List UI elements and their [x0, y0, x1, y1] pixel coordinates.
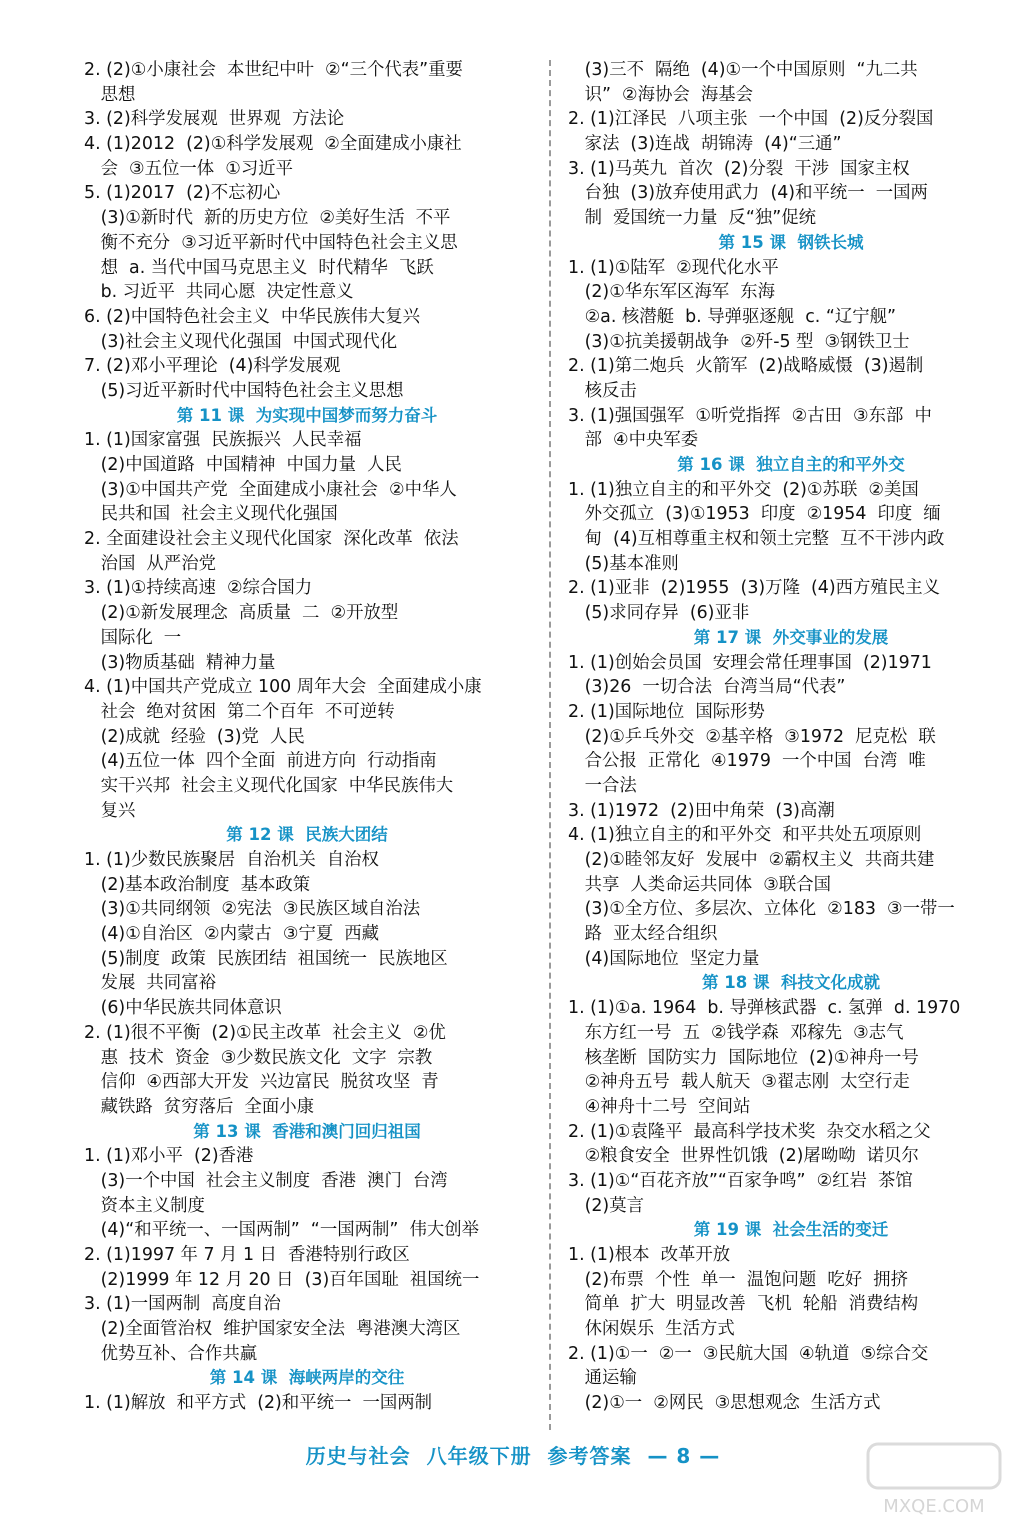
answer-line: 制 爱国统一力量 反“独”促统	[568, 208, 817, 229]
answer-line: 3. (1)1972 (2)田中角荣 (3)高潮	[568, 800, 835, 821]
answer-line: 实干兴邦 社会主义现代化国家 中华民族伟大	[84, 775, 454, 796]
answer-line: (5)习近平新时代中国特色社会主义思想	[84, 380, 404, 401]
answer-line: 东方红一号 五 ②钱学森 邓稼先 ③志气	[568, 1022, 904, 1043]
answer-line: 核反击	[568, 380, 637, 401]
answer-line: 2. 全面建设社会主义现代化国家 深化改革 依法	[84, 529, 459, 550]
answer-line: 2. (1)1997 年 7 月 1 日 香港特别行政区	[84, 1245, 410, 1265]
answer-line: 2. (1)国际地位 国际形势	[568, 701, 765, 722]
answer-line: 7. (2)邓小平理论 (4)科学发展观	[84, 356, 341, 377]
answer-line: (4)①自治区 ②内蒙古 ③宁夏 西藏	[84, 924, 380, 945]
answer-line: (2)①新发展理念 高质量 二 ②开放型	[84, 603, 399, 624]
answer-line: (2)中国道路 中国精神 中国力量 人民	[84, 455, 402, 475]
answer-line: (2)基本政治制度 基本政策	[84, 874, 311, 895]
watermark-text: MXQE.COM	[883, 1496, 985, 1517]
lesson-heading: 第 12 课 民族大团结	[226, 825, 388, 845]
answer-line: 甸 (4)互相尊重主权和领土完整 互不干涉内政	[568, 529, 945, 550]
answer-line: (4)“和平统一、一国两制” “一国两制” 伟大创举	[84, 1220, 480, 1241]
answer-line: 共享 人类命运共同体 ③联合国	[568, 874, 831, 895]
answer-line: 休闲娱乐 生活方式	[568, 1319, 735, 1340]
answer-line: (6)中华民族共同体意识	[84, 998, 282, 1019]
right-column	[568, 58, 1014, 1416]
answer-line: 想 a. 当代中国马克思主义 时代精华 飞跃	[84, 257, 434, 278]
answer-line: (3)①全方位、多层次、立体化 ②183 ③一带一	[568, 899, 955, 920]
answer-line: 核垄断 国防实力 国际地位 (2)①神舟一号	[568, 1047, 919, 1068]
answer-line: 衡不充分 ③习近平新时代中国特色社会主义思	[84, 232, 458, 253]
answer-line: 1. (1)①a. 1964 b. 导弹核武器 c. 氢弹 d. 1970	[568, 998, 961, 1019]
answer-line: (3)三不 隔绝 (4)①一个中国原则 “九二共	[568, 60, 918, 80]
answer-line: 发展 共同富裕	[84, 973, 216, 994]
answer-line: 2. (1)①一 ②一 ③民航大国 ④轨道 ⑤综合交	[568, 1343, 929, 1364]
left-column	[84, 58, 530, 1416]
answer-line: 4. (1)独立自主的和平外交 和平共处五项原则	[568, 825, 922, 846]
answer-line: (3)一个中国 社会主义制度 香港 澳门 台湾	[84, 1170, 448, 1191]
answer-line: 资本主义制度	[84, 1195, 205, 1216]
answer-line: (3)①抗美援朝战争 ②歼-5 型 ③钢铁卫士	[568, 331, 910, 352]
answer-line: 3. (1)马英九 首次 (2)分裂 干涉 国家主权	[568, 158, 910, 179]
page-footer: 历史与社会 八年级下册 参考答案 — 8 —	[305, 1444, 721, 1468]
answer-line: (5)基本准则	[568, 553, 679, 574]
answer-line: (3)物质基础 精神力量	[84, 652, 276, 673]
answer-line: 5. (1)2017 (2)不忘初心	[84, 183, 281, 204]
answer-line: (3)26 一切合法 台湾当局“代表”	[568, 677, 846, 698]
answer-line: 1. (1)独立自主的和平外交 (2)①苏联 ②美国	[568, 479, 919, 500]
answer-line: (5)制度 政策 民族团结 祖国统一 民族地区	[84, 948, 448, 969]
answer-line: 一合法	[568, 775, 637, 796]
answer-line: 1. (1)邓小平 (2)香港	[84, 1146, 254, 1167]
answer-line: 国际化 一	[84, 627, 182, 648]
answer-line: (2)全面管治权 维护国家安全法 粤港澳大湾区	[84, 1319, 461, 1340]
answer-line: 2. (1)很不平衡 (2)①民主改革 社会主义 ②优	[84, 1022, 446, 1043]
answer-line: 2. (1)亚非 (2)1955 (3)万隆 (4)西方殖民主义	[568, 578, 940, 599]
answer-line: 1. (1)少数民族聚居 自治机关 自治权	[84, 850, 379, 870]
answer-line: 台独 (3)放弃使用武力 (4)和平统一 一国两	[568, 183, 928, 204]
lesson-heading: 第 19 课 社会生活的变迁	[693, 1220, 889, 1240]
lesson-heading: 第 16 课 独立自主的和平外交	[677, 455, 905, 474]
answer-line: 6. (2)中国特色社会主义 中华民族伟大复兴	[84, 306, 421, 327]
answer-line: (2)①一 ②网民 ③思想观念 生活方式	[568, 1393, 881, 1414]
answer-line: 1. (1)创始会员国 安理会常任理事国 (2)1971	[568, 652, 932, 673]
answer-line: (2)①华东军区海军 东海	[568, 282, 775, 303]
lesson-heading: 第 15 课 钢铁长城	[718, 232, 864, 252]
answer-line: (2)①睦邻友好 发展中 ②霸权主义 共商共建	[568, 850, 935, 870]
answer-line: 惠 技术 资金 ③少数民族文化 文字 宗教	[84, 1047, 433, 1068]
answer-line: 2. (1)第二炮兵 火箭军 (2)战略威慑 (3)遏制	[568, 356, 924, 377]
answer-line: 治国 从严治党	[84, 553, 216, 574]
answer-line: 3. (1)①持续高速 ②综合国力	[84, 578, 313, 599]
answer-line: (2)成就 经验 (3)党 人民	[84, 726, 305, 747]
answer-line: 合公报 正常化 ④1979 一个中国 台湾 唯	[568, 751, 926, 772]
lesson-heading: 第 11 课 为实现中国梦而努力奋斗	[176, 405, 438, 425]
answer-line: (2)布票 个性 单一 温饱问题 吃好 拥挤	[568, 1269, 908, 1290]
answer-line: (3)①中国共产党 全面建成小康社会 ②中华人	[84, 479, 457, 500]
answer-line: 通运输	[568, 1368, 637, 1389]
answer-line: b. 习近平 共同心愿 决定性意义	[84, 282, 354, 303]
answer-line: (4)五位一体 四个全面 前进方向 行动指南	[84, 751, 437, 772]
answer-line: 民共和国 社会主义现代化强国	[84, 504, 338, 525]
answer-line: 2. (1)江泽民 八项主张 一个中国 (2)反分裂国	[568, 109, 934, 130]
answer-line: 3. (1)强国强军 ①听党指挥 ②古田 ③东部 中	[568, 405, 932, 426]
answer-line: 识” ②海协会 海基会	[568, 84, 754, 105]
answer-line: 藏铁路 贫穷落后 全面小康	[84, 1096, 314, 1117]
answer-line: (3)社会主义现代化强国 中国式现代化	[84, 331, 398, 352]
lesson-heading: 第 18 课 科技文化成就	[702, 973, 880, 993]
answer-line: 3. (2)科学发展观 世界观 方法论	[84, 109, 345, 130]
answer-line: (2)①乒乓外交 ②基辛格 ③1972 尼克松 联	[568, 726, 936, 747]
answer-line: ②粮食安全 世界性饥饿 (2)屠呦呦 诺贝尔	[568, 1146, 919, 1167]
answer-line: (3)①新时代 新的历史方位 ②美好生活 不平	[84, 208, 451, 229]
answer-line: (5)求同存异 (6)亚非	[568, 603, 750, 624]
answer-line: (2)莫言	[568, 1195, 644, 1216]
answer-line: 优势互补、合作共赢	[84, 1343, 258, 1364]
answer-line: ④神舟十二号 空间站	[568, 1096, 751, 1117]
answer-line: 1. (1)国家富强 民族振兴 人民幸福	[84, 430, 362, 451]
answer-line: 外交孤立 (3)①1953 印度 ②1954 印度 缅	[568, 504, 941, 525]
lesson-heading: 第 17 课 外交事业的发展	[693, 627, 889, 647]
answer-line: 2. (1)①袁隆平 最高科学技术奖 杂交水稻之父	[568, 1121, 931, 1142]
answer-line: 社会 绝对贫困 第二个百年 不可逆转	[84, 701, 395, 722]
answer-line: 3. (1)①“百花齐放”“百家争鸣” ②红岩 茶馆	[568, 1170, 913, 1191]
answer-line: 思想	[84, 84, 136, 105]
lesson-heading: 第 14 课 海峡两岸的交往	[209, 1368, 405, 1388]
answer-line: ②神舟五号 载人航天 ③翟志刚 太空行走	[568, 1072, 910, 1093]
answer-line: (2)1999 年 12 月 20 日 (3)百年国耻 祖国统一	[84, 1269, 480, 1290]
answer-line: 1. (1)①陆军 ②现代化水平	[568, 257, 779, 278]
answer-line: 家法 (3)连战 胡锦涛 (4)“三通”	[568, 134, 842, 155]
lesson-heading: 第 13 课 香港和澳门回归祖国	[193, 1121, 421, 1141]
watermark-logo	[864, 1442, 1004, 1520]
answer-line: 1. (1)解放 和平方式 (2)和平统一 一国两制	[84, 1393, 433, 1414]
answer-line: 会 ③五位一体 ①习近平	[84, 158, 294, 179]
answer-line: (3)①共同纲领 ②宪法 ③民族区域自治法	[84, 899, 421, 920]
answer-line: 信仰 ④西部大开发 兴边富民 脱贫攻坚 青	[84, 1072, 439, 1093]
answer-line: 4. (1)中国共产党成立 100 周年大会 全面建成小康	[84, 677, 482, 698]
answer-line: 简单 扩大 明显改善 飞机 轮船 消费结构	[568, 1294, 919, 1315]
answer-line: 3. (1)一国两制 高度自治	[84, 1294, 281, 1315]
answer-line: (4)国际地位 坚定力量	[568, 948, 760, 969]
answer-line: 路 亚太经合组织	[568, 924, 718, 945]
answer-line: 1. (1)根本 改革开放	[568, 1245, 731, 1265]
answer-line: 部 ④中央军委	[568, 430, 699, 451]
answer-line: ②a. 核潜艇 b. 导弹驱逐舰 c. “辽宁舰”	[568, 306, 897, 327]
column-divider	[549, 60, 551, 1430]
answer-line: 复兴	[84, 800, 136, 821]
answer-line: 2. (2)①小康社会 本世纪中叶 ②“三个代表”重要	[84, 60, 463, 80]
answer-line: 4. (1)2012 (2)①科学发展观 ②全面建成小康社	[84, 134, 462, 155]
